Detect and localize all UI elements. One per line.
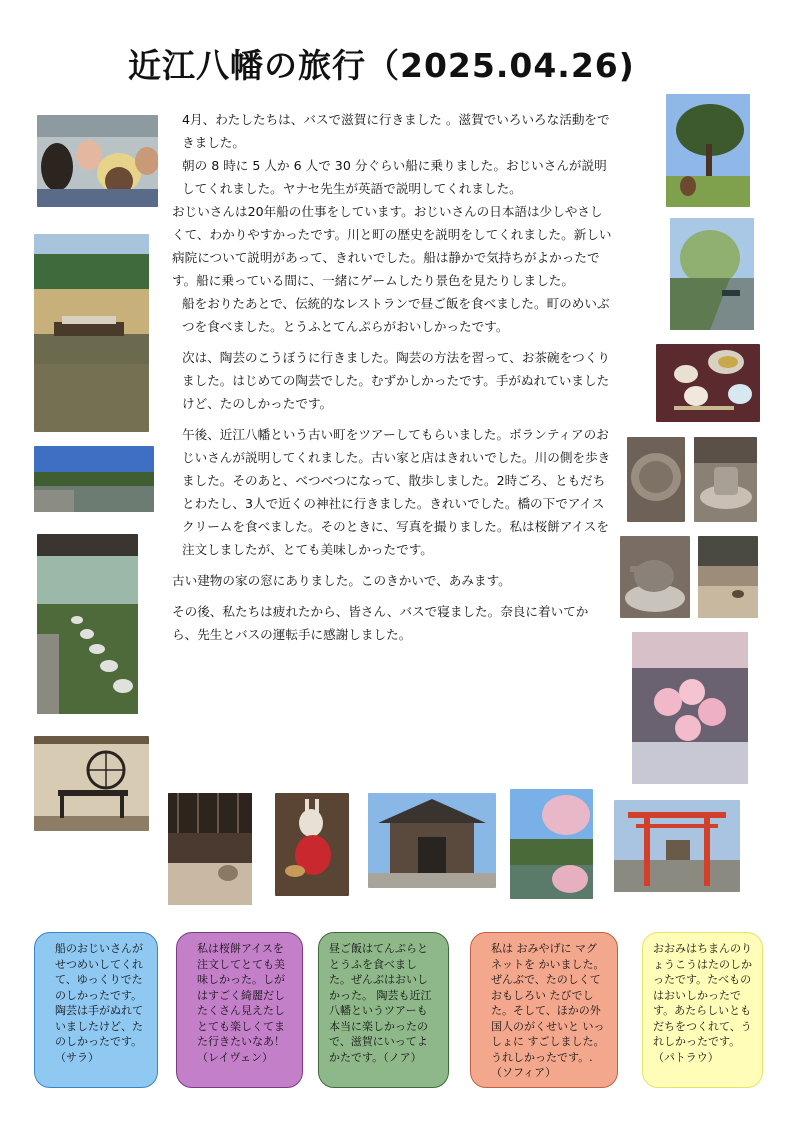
comment-bubble-noah bbox=[318, 932, 449, 1088]
pottery-bowl-photo bbox=[627, 437, 685, 522]
spinning-wheel-photo bbox=[34, 736, 149, 831]
rabbit-doll-photo bbox=[275, 793, 349, 896]
paragraph: 船をおりたあとで、伝統的なレストランで昼ご飯を食べました。町のめいぶつを食べました。とうふとてんぷらがおいしかったです。 bbox=[182, 296, 610, 334]
river-view-photo bbox=[34, 446, 154, 512]
comment-bubble-sophia bbox=[470, 932, 618, 1088]
torii-shrine-photo bbox=[614, 800, 740, 892]
temple-gate-photo bbox=[368, 793, 496, 888]
sakura-icecream-photo bbox=[632, 632, 748, 784]
pottery-studio-photo bbox=[698, 536, 758, 618]
paragraph: おじいさんは20年船の仕事をしています。おじいさんの日本語は少しやさしくて、わかりやすかったです。川と町の歴史を説明をしてくれました。新しい病院について説明があって、きれいでした。船は静かで気持ちがよかったです。船に乗っている間に、一緒にゲームしたり景色を見たりしました。 bbox=[172, 204, 612, 288]
willow-canal-photo bbox=[670, 218, 754, 330]
paragraph: 4月、わたしたちは、バスで滋賀に行きました 。滋賀でいろいろな活動をできました。 bbox=[182, 112, 610, 150]
paragraph: 朝の 8 時に 5 人か 6 人で 30 分ぐらい船に乗りました。おじいさんが説明してくれました。ヤナセ先生が英語で説明してくれました。 bbox=[182, 158, 607, 196]
cherry-blossom-photo bbox=[510, 789, 593, 899]
group-selfie-photo bbox=[37, 115, 158, 207]
page-title: 近江八幡の旅行（2025.04.26) bbox=[128, 46, 635, 85]
paragraph: 古い建物の家の窓にありました。このきかいで、あみます。 bbox=[172, 573, 511, 588]
comment-text: 船のおじいさんがせつめいしてくれて、ゆっくりでたのしかったです。陶芸は手がぬれていましたけど、たのしかったです。（サラ） bbox=[55, 942, 143, 1064]
pottery-wheel-photo bbox=[694, 437, 757, 522]
boat-on-river-photo bbox=[34, 234, 149, 432]
comment-text: おおみはちまんのりょうこうはたのしかったです。たべものはおいしかったです。あたらしいともだちをつくれて、うれしかったです。（パトラウ） bbox=[653, 942, 752, 1064]
paragraph: その後、私たちは疲れたから、皆さん、バスで寝ました。奈良に着いてから、先生とバスの運転手に感謝しました。 bbox=[172, 604, 589, 642]
stepping-stones-photo bbox=[37, 534, 138, 714]
paragraph: 午後、近江八幡という古い町をツアーしてもらいました。ボランティアのおじいさんが説明してくれました。古い家と店はきれいでした。川の側を歩きました。そのあと、べつべつになって、散歩しました。2時ごろ、ともだちとわたし、3人で近くの神社に行きました。きれいでした。橋の下でアイスクリームを食べました。そのときに、写真を撮りました。私は桜餅アイスを注文しましたが、とても美味しかったです。 bbox=[182, 427, 611, 557]
old-house-window-photo bbox=[168, 793, 252, 905]
comment-text: 私は おみやげに マグネットを かいました。ぜんぶで、たのしくて おもしろい たびでした。そして、ほかの外国人のがくせいと いっしょに すごしました。うれしかったです。.（ソフィア） bbox=[491, 942, 605, 1079]
comment-bubble-sarah bbox=[34, 932, 158, 1088]
comment-text: 昼ご飯はてんぷらととうふを食べました。ぜんぶはおいしかった。 陶芸も近江八幡というツアーも本当に楽しかったので、滋賀にいってよかたです。（ノア） bbox=[329, 942, 432, 1064]
paragraph: 次は、陶芸のこうぼうに行きました。陶芸の方法を習って、お茶碗をつくりました。はじめての陶芸でした。むずかしかったです。手がぬれていましたけど、たのしかったです。 bbox=[182, 350, 610, 411]
comment-text: 私は桜餅アイスを注文してとても美味しかった。しがはすごく綺麗だしたくさん見えたしとても楽しくてまた行きたいなあ！（レイヴェン） bbox=[197, 942, 285, 1064]
comment-bubble-raven bbox=[176, 932, 303, 1088]
tree-statue-photo bbox=[666, 94, 750, 207]
lunch-dishes-photo bbox=[656, 344, 760, 422]
article-body bbox=[172, 108, 612, 646]
pottery-teapot-photo bbox=[620, 536, 690, 618]
comment-bubble-patrau bbox=[642, 932, 763, 1088]
